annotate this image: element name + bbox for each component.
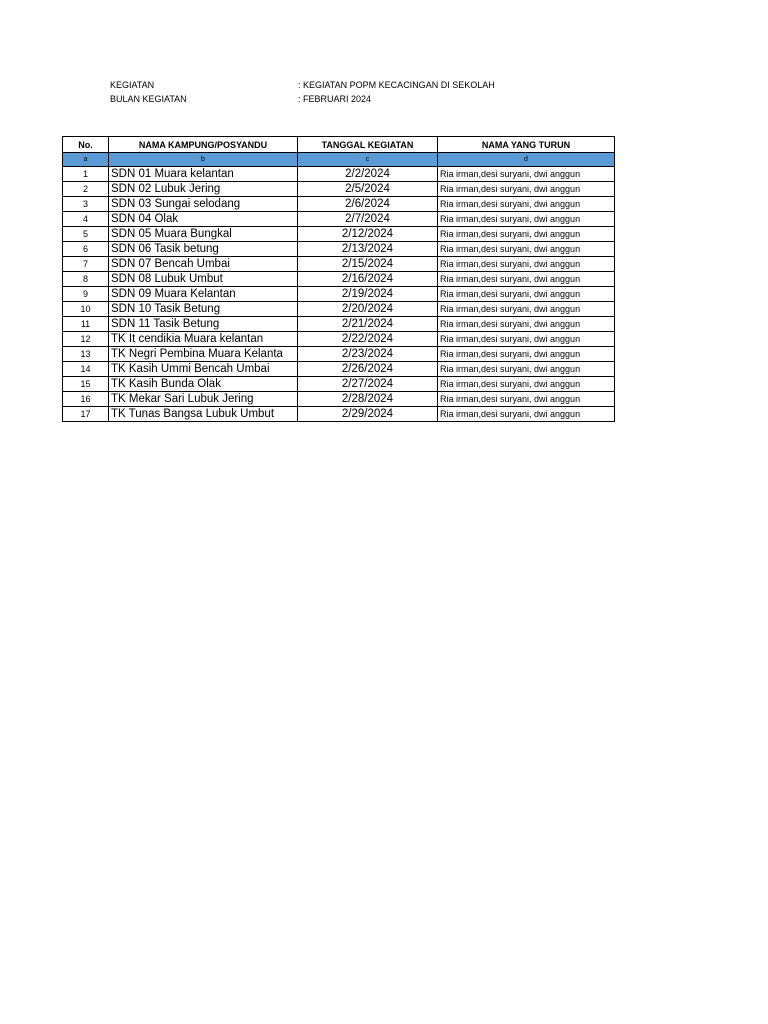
cell-staff: Ria irman,desi suryani, dwi anggun bbox=[438, 212, 615, 227]
header-nama-turun: NAMA YANG TURUN bbox=[438, 137, 615, 153]
cell-date: 2/28/2024 bbox=[298, 392, 438, 407]
cell-no: 7 bbox=[63, 257, 109, 272]
cell-date: 2/6/2024 bbox=[298, 197, 438, 212]
cell-date: 2/29/2024 bbox=[298, 407, 438, 422]
table-row bbox=[63, 377, 615, 392]
cell-no: 1 bbox=[63, 167, 109, 182]
header-no: No. bbox=[63, 137, 109, 153]
cell-name: TK Mekar Sari Lubuk Jering bbox=[109, 392, 298, 407]
table-row bbox=[63, 212, 615, 227]
table-row bbox=[63, 227, 615, 242]
letter-b: b bbox=[109, 153, 298, 167]
cell-no: 4 bbox=[63, 212, 109, 227]
cell-staff: Ria irman,desi suryani, dwi anggun bbox=[438, 302, 615, 317]
letter-c: c bbox=[298, 153, 438, 167]
cell-no: 14 bbox=[63, 362, 109, 377]
cell-staff: Ria irman,desi suryani, dwi anggun bbox=[438, 362, 615, 377]
cell-name: TK Negri Pembina Muara Kelanta bbox=[109, 347, 298, 362]
table-row bbox=[63, 272, 615, 287]
cell-no: 17 bbox=[63, 407, 109, 422]
cell-no: 9 bbox=[63, 287, 109, 302]
table-row bbox=[63, 362, 615, 377]
cell-name: SDN 02 Lubuk Jering bbox=[109, 182, 298, 197]
table-row bbox=[63, 392, 615, 407]
cell-staff: Ria irman,desi suryani, dwi anggun bbox=[438, 272, 615, 287]
meta-row-bulan bbox=[110, 92, 495, 106]
kegiatan-value: : KEGIATAN POPM KECACINGAN DI SEKOLAH bbox=[298, 80, 495, 90]
cell-no: 10 bbox=[63, 302, 109, 317]
header-nama-kampung: NAMA KAMPUNG/POSYANDU bbox=[109, 137, 298, 153]
cell-date: 2/15/2024 bbox=[298, 257, 438, 272]
cell-date: 2/2/2024 bbox=[298, 167, 438, 182]
cell-date: 2/26/2024 bbox=[298, 362, 438, 377]
cell-no: 13 bbox=[63, 347, 109, 362]
table-row bbox=[63, 287, 615, 302]
cell-staff: Ria irman,desi suryani, dwi anggun bbox=[438, 197, 615, 212]
cell-name: SDN 10 Tasik Betung bbox=[109, 302, 298, 317]
document-meta bbox=[110, 78, 495, 106]
cell-name: TK Tunas Bangsa Lubuk Umbut bbox=[109, 407, 298, 422]
table-row bbox=[63, 302, 615, 317]
cell-date: 2/21/2024 bbox=[298, 317, 438, 332]
cell-staff: Ria irman,desi suryani, dwi anggun bbox=[438, 182, 615, 197]
meta-row-kegiatan bbox=[110, 78, 495, 92]
cell-staff: Ria irman,desi suryani, dwi anggun bbox=[438, 377, 615, 392]
cell-staff: Ria irman,desi suryani, dwi anggun bbox=[438, 287, 615, 302]
cell-name: TK Kasih Ummi Bencah Umbai bbox=[109, 362, 298, 377]
table-row bbox=[63, 182, 615, 197]
cell-staff: Ria irman,desi suryani, dwi anggun bbox=[438, 167, 615, 182]
letter-a: a bbox=[63, 153, 109, 167]
table-row bbox=[63, 332, 615, 347]
table-row bbox=[63, 167, 615, 182]
table-header-row bbox=[63, 137, 615, 153]
cell-date: 2/5/2024 bbox=[298, 182, 438, 197]
table-letter-row bbox=[63, 153, 615, 167]
table-row bbox=[63, 407, 615, 422]
bulan-label: BULAN KEGIATAN bbox=[110, 94, 187, 104]
cell-no: 15 bbox=[63, 377, 109, 392]
cell-date: 2/27/2024 bbox=[298, 377, 438, 392]
cell-name: SDN 04 Olak bbox=[109, 212, 298, 227]
cell-name: SDN 11 Tasik Betung bbox=[109, 317, 298, 332]
cell-no: 3 bbox=[63, 197, 109, 212]
cell-no: 8 bbox=[63, 272, 109, 287]
cell-name: SDN 01 Muara kelantan bbox=[109, 167, 298, 182]
cell-no: 2 bbox=[63, 182, 109, 197]
cell-date: 2/20/2024 bbox=[298, 302, 438, 317]
table-row bbox=[63, 257, 615, 272]
table-row bbox=[63, 197, 615, 212]
cell-date: 2/12/2024 bbox=[298, 227, 438, 242]
cell-date: 2/22/2024 bbox=[298, 332, 438, 347]
cell-name: SDN 07 Bencah Umbai bbox=[109, 257, 298, 272]
cell-staff: Ria irman,desi suryani, dwi anggun bbox=[438, 257, 615, 272]
bulan-value: : FEBRUARI 2024 bbox=[298, 94, 372, 104]
letter-d: d bbox=[438, 153, 615, 167]
cell-name: SDN 08 Lubuk Umbut bbox=[109, 272, 298, 287]
cell-name: SDN 03 Sungai selodang bbox=[109, 197, 298, 212]
kegiatan-label: KEGIATAN bbox=[110, 80, 155, 90]
cell-date: 2/19/2024 bbox=[298, 287, 438, 302]
table-row bbox=[63, 317, 615, 332]
table-body bbox=[63, 167, 615, 422]
cell-no: 16 bbox=[63, 392, 109, 407]
cell-name: SDN 06 Tasik betung bbox=[109, 242, 298, 257]
table-row bbox=[63, 242, 615, 257]
cell-name: SDN 05 Muara Bungkal bbox=[109, 227, 298, 242]
cell-staff: Ria irman,desi suryani, dwi anggun bbox=[438, 227, 615, 242]
header-tanggal: TANGGAL KEGIATAN bbox=[298, 137, 438, 153]
cell-name: TK It cendikia Muara kelantan bbox=[109, 332, 298, 347]
cell-name: SDN 09 Muara Kelantan bbox=[109, 287, 298, 302]
cell-date: 2/7/2024 bbox=[298, 212, 438, 227]
cell-date: 2/13/2024 bbox=[298, 242, 438, 257]
cell-date: 2/16/2024 bbox=[298, 272, 438, 287]
cell-no: 11 bbox=[63, 317, 109, 332]
cell-name: TK Kasih Bunda Olak bbox=[109, 377, 298, 392]
cell-staff: Ria irman,desi suryani, dwi anggun bbox=[438, 242, 615, 257]
cell-no: 5 bbox=[63, 227, 109, 242]
cell-staff: Ria irman,desi suryani, dwi anggun bbox=[438, 332, 615, 347]
cell-no: 6 bbox=[63, 242, 109, 257]
cell-date: 2/23/2024 bbox=[298, 347, 438, 362]
table-row bbox=[63, 347, 615, 362]
cell-staff: Ria irman,desi suryani, dwi anggun bbox=[438, 392, 615, 407]
activity-table bbox=[62, 136, 615, 422]
cell-staff: Ria irman,desi suryani, dwi anggun bbox=[438, 347, 615, 362]
cell-no: 12 bbox=[63, 332, 109, 347]
cell-staff: Ria irman,desi suryani, dwi anggun bbox=[438, 317, 615, 332]
cell-staff: Ria irman,desi suryani, dwi anggun bbox=[438, 407, 615, 422]
